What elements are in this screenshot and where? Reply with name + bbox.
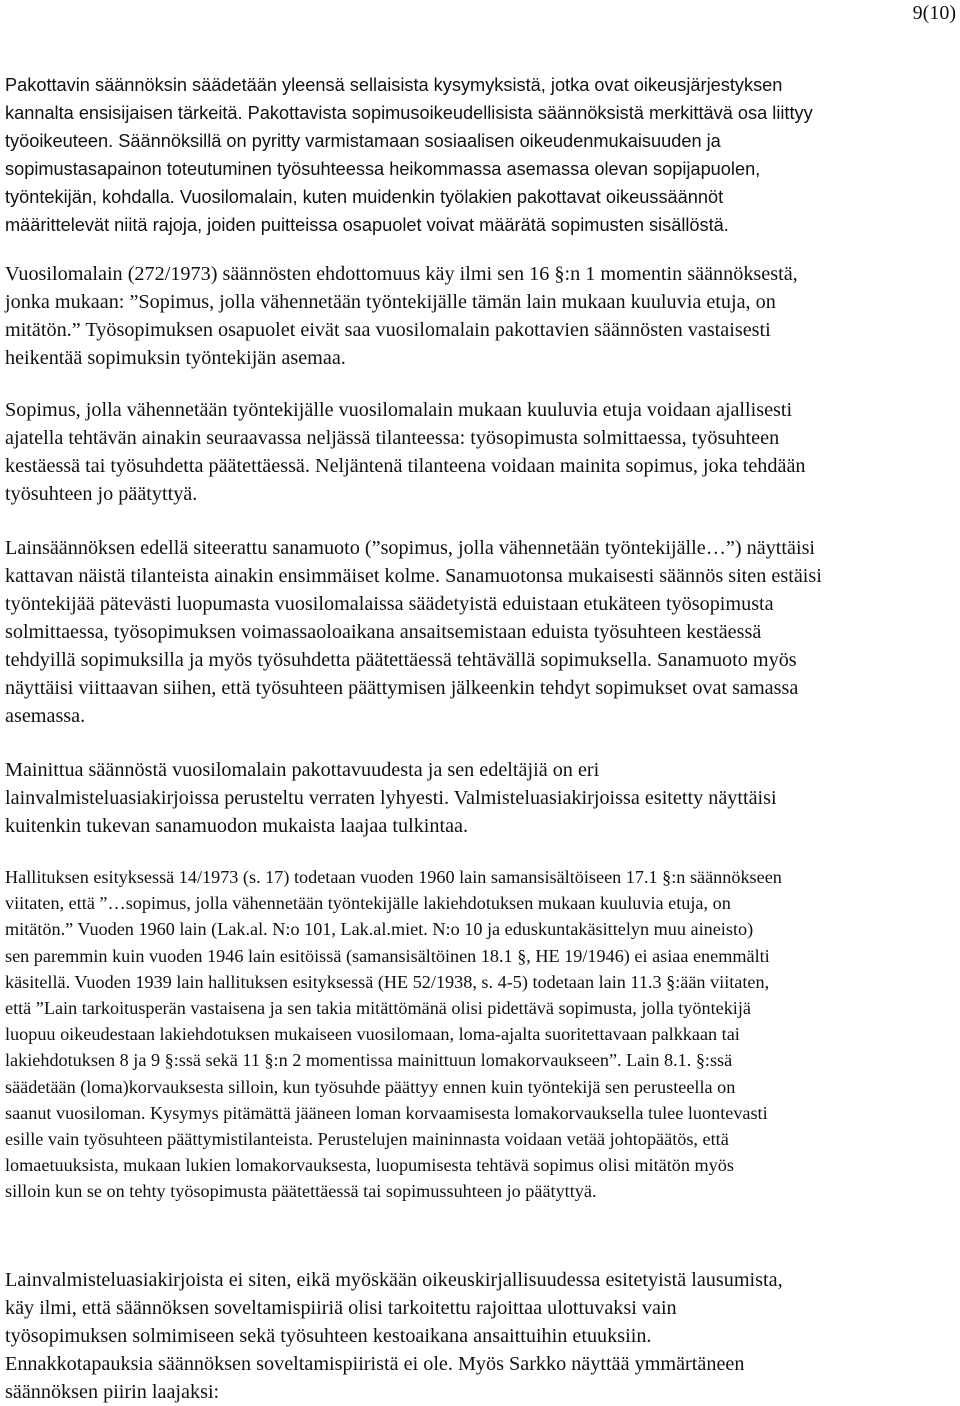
- text-line: kannalta ensisijaisen tärkeitä. Pakottavista sopimusoikeudellisista säännöksistä merkittävä osa liittyy: [5, 103, 813, 123]
- text-line: sen paremmin kuin vuoden 1946 lain esitöissä (samansisältöinen 18.1 §, HE 19/1946) ei asiaa enemmälti: [5, 945, 770, 966]
- text-line: määrittelevät niitä rajoja, joiden puitteissa osapuolet voivat määrätä sopimusten sisällöstä.: [5, 215, 729, 235]
- text-line: sopimustasapainon toteutuminen työsuhteessa heikommassa asemassa olevan sopijapuolen,: [5, 159, 761, 179]
- page-number: 9(10): [912, 2, 956, 24]
- text-line: säädetään (loma)korvauksesta silloin, kun työsuhde päättyy ennen kuin työntekijä sen perusteella on: [5, 1076, 736, 1097]
- text-line: työsuhteen jo päätyttyä.: [5, 483, 198, 505]
- text-line: tehdyillä sopimuksilla ja myös työsuhdetta päätettäessä tehtävällä sopimuksella. Sanamuoto myös: [5, 649, 797, 671]
- text-line: Pakottavin säännöksin säädetään yleensä sellaisista kysymyksistä, jotka ovat oikeusjärjestyksen: [5, 75, 783, 95]
- text-line: kestäessä tai työsuhdetta päätettäessä. Neljäntenä tilanteena voidaan mainita sopimus, joka tehdään: [5, 455, 806, 477]
- text-line: Mainittua säännöstä vuosilomalain pakottavuudesta ja sen edeltäjiä on eri: [5, 759, 600, 781]
- text-line: viitaten, että ”…sopimus, jolla vähennetään työntekijälle lakiehdotuksen mukaan kuuluvia etuja, on: [5, 893, 731, 914]
- paragraph-four-situations: [5, 396, 947, 508]
- text-line: esille vain työsuhteen päättymistilanteista. Perustelujen maininnasta voidaan vetää johtopäätös, että: [5, 1129, 729, 1150]
- text-line: työntekijän, kohdalla. Vuosilomalain, kuten muidenkin työlakien pakottavat oikeussäännöt: [5, 187, 724, 207]
- text-line: Vuosilomalain (272/1973) säännösten ehdottomuus käy ilmi sen 16 §:n 1 momentin säännöksestä,: [5, 263, 798, 285]
- paragraph-wording: [5, 534, 947, 730]
- text-line: mitätön.” Työsopimuksen osapuolet eivät saa vuosilomalain pakottavien säännösten vastaisesti: [5, 319, 771, 341]
- text-line: työsopimuksen solmimiseen sekä työsuhteen kestoaikana ansaittuihin etuuksiin.: [5, 1325, 652, 1347]
- text-line: säännöksen piirin laajaksi:: [5, 1381, 220, 1403]
- paragraph-annual-holidays-act: [5, 260, 947, 372]
- text-line: käsitellä. Vuoden 1939 lain hallituksen esityksessä (HE 52/1938, s. 4-5) todetaan lain 11.3 §:ään viitaten,: [5, 971, 770, 992]
- text-line: Sopimus, jolla vähennetään työntekijälle vuosilomalain mukaan kuuluvia etuja voidaan ajallisesti: [5, 399, 793, 421]
- text-line: jonka mukaan: ”Sopimus, jolla vähennetään työntekijälle tämän lain mukaan kuuluvia etuja, on: [5, 291, 776, 313]
- paragraph-government-proposal: [5, 864, 947, 1205]
- paragraph-conclusion: [5, 1266, 947, 1406]
- text-line: lomaetuuksista, mukaan lukien lomakorvauksesta, luopumisesta tehtävä sopimus olisi mitätön myös: [5, 1155, 734, 1176]
- text-line: luopuu oikeudestaan lakiehdotuksen mukaiseen vuosilomaan, loma-ajalta suoritettavaan palkkaan tai: [5, 1024, 740, 1045]
- text-line: työntekijää pätevästi luopumasta vuosilomalaissa säädetyistä eduistaan etukäteen työsopimusta: [5, 593, 774, 615]
- text-line: lainvalmisteluasiakirjoissa perusteltu verraten lyhyesti. Valmisteluasiakirjoissa esitetty näyttäisi: [5, 787, 777, 809]
- paragraph-mandatory-provisions: [5, 71, 947, 239]
- text-line: Hallituksen esityksessä 14/1973 (s. 17) todetaan vuoden 1960 lain samansisältöiseen 17.1 §:n säännökseen: [5, 867, 782, 887]
- text-line: mitätön.” Vuoden 1960 lain (Lak.al. N:o 101, Lak.al.miet. N:o 10 ja eduskuntakäsittelyn muu aineisto): [5, 919, 754, 940]
- text-line: työoikeuteen. Säännöksillä on pyritty varmistamaan sosiaalisen oikeudenmukaisuuden ja: [5, 131, 721, 151]
- text-line: heikentää sopimuksin työntekijän asemaa.: [5, 347, 346, 369]
- text-line: asemassa.: [5, 705, 86, 727]
- text-line: Ennakkotapauksia säännöksen soveltamispiiristä ei ole. Myös Sarkko näyttää ymmärtäneen: [5, 1353, 745, 1375]
- text-line: kattavan näistä tilanteista ainakin ensimmäiset kolme. Sanamuotonsa mukaisesti säännös siten estäisi: [5, 565, 822, 587]
- text-line: ajatella tehtävän ainakin seuraavassa neljässä tilanteessa: työsopimusta solmittaessa, työsuhteen: [5, 427, 780, 449]
- text-line: Lainvalmisteluasiakirjoista ei siten, eikä myöskään oikeuskirjallisuudessa esitetyistä lausumista,: [5, 1269, 783, 1291]
- text-line: näyttäisi viittaavan siihen, että työsuhteen päättymisen jälkeenkin tehdyt sopimukset ovat samassa: [5, 677, 799, 699]
- text-line: silloin kun se on tehty työsopimusta päätettäessä tai sopimussuhteen jo päätyttyä.: [5, 1181, 597, 1202]
- text-line: kuitenkin tukevan sanamuodon mukaista laajaa tulkintaa.: [5, 815, 469, 837]
- text-line: että ”Lain tarkoitusperän vastaisena ja sen takia mitättömänä olisi pidettävä sopimusta, jolla työntekijä: [5, 998, 751, 1019]
- text-line: lakiehdotuksen 8 ja 9 §:ssä sekä 11 §:n 2 momentissa mainittuun lomakorvaukseen”. Lain 8.1. §:ssä: [5, 1050, 733, 1071]
- text-line: solmittaessa, työsopimuksen voimassaoloaikana ansaitsemistaan eduista työsuhteen kestäessä: [5, 621, 762, 643]
- text-line: Lainsäännöksen edellä siteerattu sanamuoto (”sopimus, jolla vähennetään työntekijälle…”) näyttäisi: [5, 537, 816, 559]
- paragraph-preparatory-documents: [5, 756, 947, 840]
- text-line: saanut vuosiloman. Kysymys pitämättä jääneen loman korvaamisesta lomakorvauksella tulee luontevasti: [5, 1102, 768, 1123]
- text-line: käy ilmi, että säännöksen soveltamispiiriä olisi tarkoitettu rajoittaa ulottuvaksi vain: [5, 1297, 677, 1319]
